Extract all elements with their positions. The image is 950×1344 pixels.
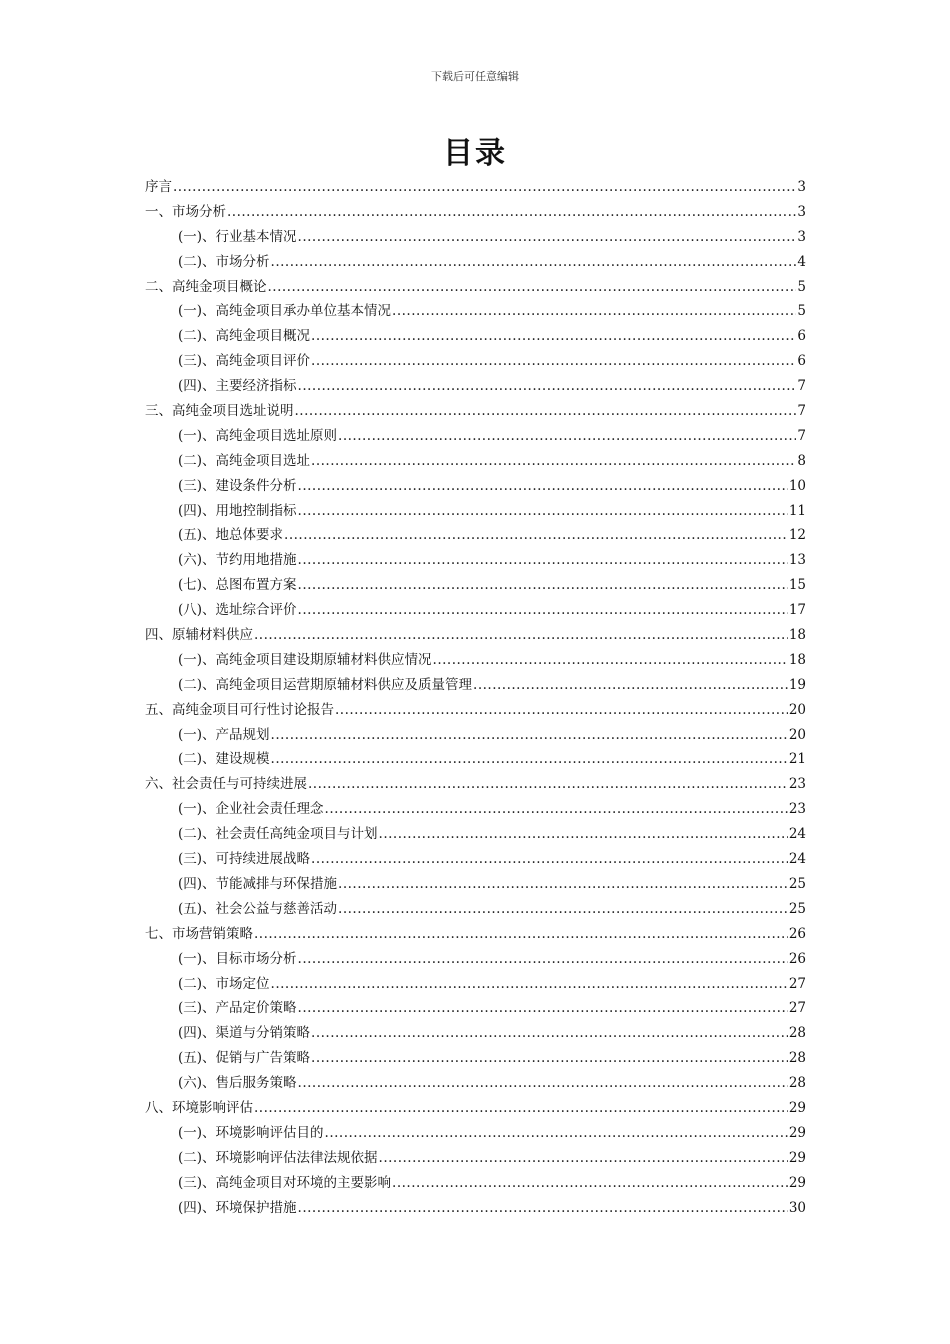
toc-entry-page-number: 7	[797, 403, 806, 420]
toc-entry-page-number: 21	[788, 751, 806, 768]
toc-entry[interactable]	[145, 623, 806, 648]
toc-entry-label: (六)、节约用地措施	[178, 552, 297, 569]
toc-entry-page-number: 29	[788, 1174, 806, 1191]
toc-entry-page-number: 7	[797, 378, 806, 395]
toc-dot-leader	[311, 847, 788, 872]
toc-entry[interactable]	[145, 1046, 806, 1071]
toc-entry-page-number: 24	[788, 851, 806, 868]
toc-entry-label: (五)、地总体要求	[178, 527, 284, 544]
toc-entry-page-number: 18	[788, 627, 806, 644]
toc-dot-leader	[298, 996, 788, 1021]
toc-dot-leader	[311, 449, 796, 474]
toc-dot-leader	[308, 772, 788, 797]
toc-entry-page-number: 28	[788, 1075, 806, 1092]
toc-entry[interactable]	[145, 747, 806, 772]
toc-entry-page-number: 5	[797, 303, 806, 320]
toc-entry-page-number: 6	[797, 328, 806, 345]
toc-entry-label: (二)、市场分析	[178, 253, 270, 270]
toc-entry-label: (二)、高纯金项目运营期原辅材料供应及质量管理	[178, 676, 473, 693]
toc-entry-label: (六)、售后服务策略	[178, 1075, 297, 1092]
toc-entry[interactable]	[145, 1146, 806, 1171]
toc-entry[interactable]	[145, 299, 806, 324]
toc-entry[interactable]	[145, 648, 806, 673]
toc-entry[interactable]	[145, 175, 806, 200]
toc-dot-leader	[311, 324, 796, 349]
toc-entry-label: 三、高纯金项目选址说明	[145, 403, 294, 420]
toc-entry[interactable]	[145, 399, 806, 424]
toc-entry-label: (四)、环境保护措施	[178, 1199, 297, 1216]
toc-entry[interactable]	[145, 897, 806, 922]
toc-entry-page-number: 26	[788, 950, 806, 967]
toc-entry-label: (三)、高纯金项目评价	[178, 353, 311, 370]
toc-entry[interactable]	[145, 250, 806, 275]
toc-entry-page-number: 28	[788, 1050, 806, 1067]
toc-entry[interactable]	[145, 499, 806, 524]
toc-entry-label: (三)、产品定价策略	[178, 1000, 297, 1017]
toc-dot-leader	[298, 548, 788, 573]
toc-entry[interactable]	[145, 1121, 806, 1146]
toc-entry[interactable]	[145, 474, 806, 499]
toc-entry-page-number: 24	[788, 826, 806, 843]
toc-entry-label: (二)、环境影响评估法律法规依据	[178, 1149, 378, 1166]
toc-dot-leader	[379, 822, 788, 847]
toc-entry[interactable]	[145, 1171, 806, 1196]
toc-entry-label: 五、高纯金项目可行性讨论报告	[145, 701, 334, 718]
toc-dot-leader	[298, 573, 788, 598]
toc-entry-label: (四)、主要经济指标	[178, 378, 297, 395]
toc-entry[interactable]	[145, 1096, 806, 1121]
toc-entry-page-number: 10	[788, 477, 806, 494]
toc-dot-leader	[227, 200, 796, 225]
toc-entry[interactable]	[145, 723, 806, 748]
toc-entry[interactable]	[145, 324, 806, 349]
toc-entry-page-number: 17	[788, 602, 806, 619]
toc-entry[interactable]	[145, 548, 806, 573]
toc-dot-leader	[298, 1071, 788, 1096]
toc-entry-page-number: 18	[788, 651, 806, 668]
toc-entry-label: (二)、高纯金项目概况	[178, 328, 311, 345]
toc-entry[interactable]	[145, 947, 806, 972]
toc-entry-page-number: 8	[797, 452, 806, 469]
toc-entry-page-number: 27	[788, 1000, 806, 1017]
toc-entry-page-number: 13	[788, 552, 806, 569]
toc-dot-leader	[254, 922, 788, 947]
toc-entry-page-number: 29	[788, 1124, 806, 1141]
toc-entry-label: (七)、总图布置方案	[178, 577, 297, 594]
toc-entry-page-number: 3	[797, 179, 806, 195]
toc-dot-leader	[254, 1096, 788, 1121]
toc-entry-label: (一)、高纯金项目承办单位基本情况	[178, 303, 392, 320]
toc-dot-leader	[271, 723, 788, 748]
toc-entry-label: (三)、高纯金项目对环境的主要影响	[178, 1174, 392, 1191]
toc-dot-leader	[254, 623, 788, 648]
toc-entry-label: (一)、行业基本情况	[178, 228, 297, 245]
toc-entry-page-number: 23	[788, 776, 806, 793]
toc-entry-label: (一)、产品规划	[178, 726, 270, 743]
toc-entry-page-number: 5	[797, 278, 806, 295]
toc-entry[interactable]	[145, 698, 806, 723]
toc-dot-leader	[298, 374, 797, 399]
toc-entry-page-number: 20	[788, 726, 806, 743]
toc-entry-label: (三)、可持续进展战略	[178, 851, 311, 868]
toc-dot-leader	[433, 648, 788, 673]
toc-entry[interactable]	[145, 598, 806, 623]
toc-entry[interactable]	[145, 349, 806, 374]
toc-entry[interactable]	[145, 573, 806, 598]
toc-entry[interactable]	[145, 449, 806, 474]
toc-entry-page-number: 30	[788, 1199, 806, 1216]
toc-entry-label: (三)、建设条件分析	[178, 477, 297, 494]
table-of-contents	[145, 175, 806, 1220]
toc-dot-leader	[271, 972, 788, 997]
toc-entry[interactable]	[145, 772, 806, 797]
toc-dot-leader	[392, 1171, 788, 1196]
toc-dot-leader	[379, 1146, 788, 1171]
toc-dot-leader	[473, 673, 788, 698]
toc-entry[interactable]	[145, 972, 806, 997]
toc-entry-page-number: 28	[788, 1025, 806, 1042]
toc-dot-leader	[338, 872, 788, 897]
toc-entry-label: (二)、建设规模	[178, 751, 270, 768]
toc-entry-page-number: 15	[788, 577, 806, 594]
toc-entry-label: (五)、社会公益与慈善活动	[178, 900, 338, 917]
toc-entry[interactable]	[145, 822, 806, 847]
toc-dot-leader	[338, 897, 788, 922]
toc-entry-label: 序言	[145, 179, 172, 195]
toc-dot-leader	[311, 349, 796, 374]
toc-title: 目录	[443, 136, 507, 171]
toc-entry-page-number: 4	[797, 253, 806, 270]
toc-entry-label: (四)、渠道与分销策略	[178, 1025, 311, 1042]
toc-dot-leader	[271, 747, 788, 772]
toc-entry[interactable]	[145, 275, 806, 300]
toc-entry-label: 六、社会责任与可持续进展	[145, 776, 307, 793]
toc-dot-leader	[284, 523, 788, 548]
toc-entry-page-number: 29	[788, 1099, 806, 1116]
toc-entry-page-number: 29	[788, 1149, 806, 1166]
toc-entry-page-number: 23	[788, 801, 806, 818]
toc-entry-label: (五)、促销与广告策略	[178, 1050, 311, 1067]
toc-dot-leader	[311, 1046, 788, 1071]
toc-entry[interactable]	[145, 797, 806, 822]
toc-dot-leader	[311, 1021, 788, 1046]
page-header: 下载后可任意编辑	[431, 70, 519, 83]
toc-entry-label: (一)、目标市场分析	[178, 950, 297, 967]
toc-entry[interactable]	[145, 1021, 806, 1046]
toc-entry-label: 一、市场分析	[145, 203, 226, 220]
toc-entry-label: (一)、高纯金项目建设期原辅材料供应情况	[178, 651, 432, 668]
toc-entry-label: (二)、社会责任高纯金项目与计划	[178, 826, 378, 843]
toc-entry-label: (一)、企业社会责任理念	[178, 801, 324, 818]
toc-entry[interactable]	[145, 673, 806, 698]
toc-dot-leader	[298, 598, 788, 623]
toc-entry-label: 八、环境影响评估	[145, 1099, 253, 1116]
toc-entry[interactable]	[145, 200, 806, 225]
toc-entry-label: (四)、节能减排与环保措施	[178, 875, 338, 892]
toc-entry-label: (一)、环境影响评估目的	[178, 1124, 324, 1141]
toc-entry[interactable]	[145, 1071, 806, 1096]
toc-entry[interactable]	[145, 374, 806, 399]
toc-entry[interactable]	[145, 225, 806, 250]
toc-entry-label: 四、原辅材料供应	[145, 627, 253, 644]
toc-entry-page-number: 3	[797, 203, 806, 220]
toc-entry-page-number: 12	[788, 527, 806, 544]
toc-entry-page-number: 6	[797, 353, 806, 370]
toc-dot-leader	[298, 947, 788, 972]
toc-dot-leader	[298, 499, 788, 524]
toc-dot-leader	[295, 399, 797, 424]
toc-entry[interactable]	[145, 922, 806, 947]
toc-entry[interactable]	[145, 424, 806, 449]
toc-entry-label: 七、市场营销策略	[145, 925, 253, 942]
toc-entry-page-number: 25	[788, 900, 806, 917]
toc-entry[interactable]	[145, 872, 806, 897]
toc-entry-label: (八)、选址综合评价	[178, 602, 297, 619]
toc-entry-label: (一)、高纯金项目选址原则	[178, 427, 338, 444]
toc-entry-page-number: 7	[797, 427, 806, 444]
toc-dot-leader	[298, 225, 797, 250]
toc-entry-page-number: 19	[788, 676, 806, 693]
toc-dot-leader	[271, 250, 797, 275]
toc-entry-page-number: 11	[788, 502, 806, 519]
toc-entry-label: (二)、市场定位	[178, 975, 270, 992]
toc-entry-page-number: 25	[788, 875, 806, 892]
toc-dot-leader	[325, 797, 788, 822]
toc-dot-leader	[173, 175, 796, 200]
toc-entry-page-number: 26	[788, 925, 806, 942]
toc-entry-page-number: 3	[797, 228, 806, 245]
toc-dot-leader	[338, 424, 796, 449]
toc-dot-leader	[268, 275, 797, 300]
toc-entry[interactable]	[145, 847, 806, 872]
toc-entry-label: (二)、高纯金项目选址	[178, 452, 311, 469]
toc-entry-label: 二、高纯金项目概论	[145, 278, 267, 295]
toc-entry[interactable]	[145, 996, 806, 1021]
toc-entry[interactable]	[145, 523, 806, 548]
toc-entry-label: (四)、用地控制指标	[178, 502, 297, 519]
toc-dot-leader	[335, 698, 788, 723]
toc-dot-leader	[392, 299, 796, 324]
toc-entry-page-number: 27	[788, 975, 806, 992]
toc-dot-leader	[325, 1121, 788, 1146]
toc-dot-leader	[298, 1196, 788, 1221]
toc-entry-page-number: 20	[788, 701, 806, 718]
toc-dot-leader	[298, 474, 788, 499]
toc-entry[interactable]	[145, 1196, 806, 1221]
